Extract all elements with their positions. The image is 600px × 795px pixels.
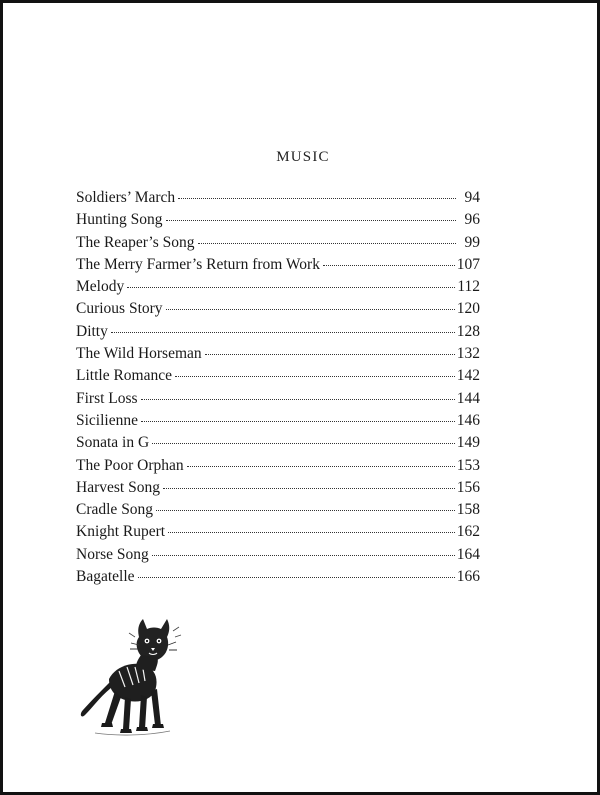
- toc-entry-title: Knight Rupert: [76, 523, 166, 541]
- toc-entry: [76, 388, 480, 410]
- toc-entry: [76, 321, 480, 343]
- toc-entry-page: 132: [456, 345, 480, 363]
- toc-entry: [76, 499, 480, 521]
- table-of-contents: [76, 187, 480, 588]
- toc-entry: [76, 521, 480, 543]
- dot-leader: [152, 554, 455, 556]
- dot-leader: [166, 219, 456, 221]
- toc-entry-page: 153: [456, 456, 480, 474]
- toc-entry-title: Sonata in G: [76, 434, 150, 452]
- toc-entry: [76, 544, 480, 566]
- toc-entry-title: The Poor Orphan: [76, 456, 184, 474]
- dot-leader: [166, 308, 455, 310]
- dot-leader: [175, 375, 455, 377]
- toc-entry-title: Ditty: [76, 322, 108, 340]
- toc-entry-title: Melody: [76, 278, 125, 296]
- toc-entry-title: First Loss: [76, 389, 138, 407]
- toc-entry-page: 107: [456, 255, 480, 273]
- toc-entry: [76, 365, 480, 387]
- toc-entry-title: Hunting Song: [76, 211, 163, 229]
- toc-entry-page: 120: [456, 300, 480, 318]
- section-heading: MUSIC: [276, 149, 330, 165]
- toc-entry-page: 94: [464, 189, 480, 206]
- toc-entry: [76, 455, 480, 477]
- cat-illustration-icon: [75, 615, 185, 740]
- toc-entry-title: Norse Song: [76, 545, 149, 563]
- dot-leader: [152, 442, 455, 444]
- toc-entry: [76, 432, 480, 454]
- toc-entry: [76, 232, 480, 254]
- dot-leader: [141, 398, 455, 400]
- toc-entry-title: Sicilienne: [76, 411, 138, 429]
- toc-entry-page: 164: [456, 545, 480, 563]
- dot-leader: [205, 353, 455, 355]
- dot-leader: [163, 487, 455, 489]
- toc-entry-title: Curious Story: [76, 300, 163, 318]
- toc-entry-page: 162: [456, 523, 480, 541]
- toc-entry: [76, 410, 480, 432]
- toc-entry-page: 146: [456, 411, 480, 429]
- toc-entry: [76, 209, 480, 231]
- dot-leader: [187, 465, 455, 467]
- toc-entry-page: 142: [456, 367, 480, 385]
- toc-entry-title: Bagatelle: [76, 568, 135, 586]
- toc-entry-title: The Wild Horseman: [76, 345, 202, 363]
- toc-entry: [76, 477, 480, 499]
- dot-leader: [111, 331, 455, 333]
- toc-entry-page: 112: [457, 278, 480, 296]
- toc-entry-title: Soldiers’ March: [76, 189, 176, 206]
- toc-entry-page: 144: [456, 389, 480, 407]
- dot-leader: [323, 264, 455, 266]
- toc-entry-page: 149: [456, 434, 480, 452]
- toc-entry: [76, 566, 480, 588]
- toc-entry-page: 156: [456, 478, 480, 496]
- toc-entry-page: 128: [456, 322, 480, 340]
- dot-leader: [178, 197, 456, 199]
- dot-leader: [141, 420, 455, 422]
- toc-entry-title: Little Romance: [76, 367, 172, 385]
- dot-leader: [198, 242, 456, 244]
- dot-leader: [138, 576, 455, 578]
- toc-entry: [76, 276, 480, 298]
- dot-leader: [156, 509, 455, 511]
- dot-leader: [127, 286, 455, 288]
- toc-entry: [76, 187, 480, 209]
- toc-entry: [76, 298, 480, 320]
- toc-entry-title: The Reaper’s Song: [76, 233, 195, 251]
- toc-entry-page: 158: [456, 501, 480, 519]
- toc-entry-page: 99: [464, 233, 480, 251]
- toc-entry-page: 96: [464, 211, 480, 229]
- dot-leader: [168, 531, 455, 533]
- toc-entry-title: The Merry Farmer’s Return from Work: [76, 255, 320, 273]
- toc-entry: [76, 254, 480, 276]
- toc-entry-title: Harvest Song: [76, 478, 160, 496]
- toc-entry: [76, 343, 480, 365]
- toc-entry-title: Cradle Song: [76, 501, 154, 519]
- toc-entry-page: 166: [456, 568, 480, 586]
